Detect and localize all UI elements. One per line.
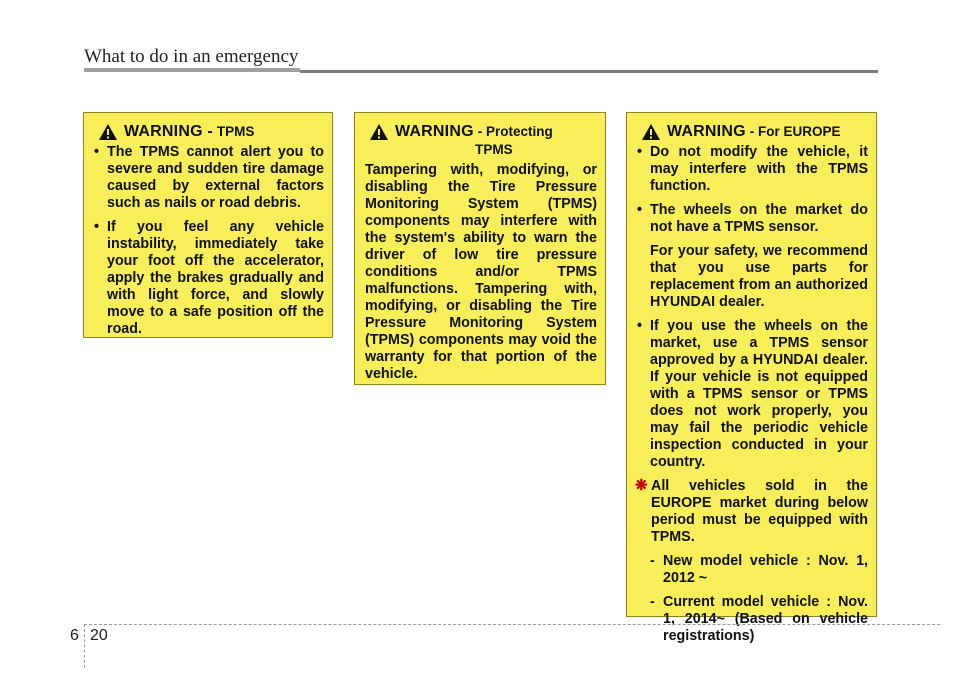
bullet-icon: • — [637, 202, 643, 218]
warning-list — [637, 144, 868, 236]
warning-subject: TPMS — [216, 124, 255, 139]
warning-body: Tampering with, modifying, or disabling the Tire Pressure Monitoring System (TPMS) components may interfere with the system's ability to warn the driver of low tire pressure conditions and/or TPMS malfunctions. Tampering with, modifying, or disabling the Tire Pressure Monitoring System (TPMS) components may void the warranty for that portion of the vehicle. — [365, 162, 597, 382]
header-rule-left — [84, 68, 300, 72]
dash-list-item: - Current model vehicle : Nov. 1, 2014~ (Based on vehicle registrations) — [650, 594, 868, 644]
header-rule — [300, 70, 878, 73]
warning-subject: - For EUROPE — [749, 124, 841, 139]
warning-subject-line2: TPMS — [475, 142, 513, 157]
list-item-followup: For your safety, we recommend that you use parts for replacement from an authorized HYUNDAI dealer. — [650, 243, 868, 310]
bullet-icon: • — [637, 144, 643, 160]
page-number: 20 — [90, 627, 108, 644]
warning-label: WARNING — [395, 123, 474, 140]
warning-heading — [94, 123, 324, 141]
list-item: • Do not modify the vehicle, it may interfere with the TPMS function. — [637, 144, 868, 194]
warning-heading — [637, 123, 868, 141]
warning-subject: - Protecting — [477, 124, 553, 139]
bullet-icon: • — [94, 144, 100, 160]
note-item: ❋ All vehicles sold in the EUROPE market during below period must be equipped with TPMS. — [635, 477, 868, 545]
warning-list-continued — [637, 318, 868, 471]
warning-triangle-icon — [641, 123, 661, 141]
list-item: • The TPMS cannot alert you to severe and sudden tire damage caused by external factors such as nails or road debris. — [94, 144, 324, 211]
dash-list-item: - New model vehicle : Nov. 1, 2012 ~ — [650, 553, 868, 586]
warning-triangle-icon — [98, 123, 118, 141]
warning-triangle-icon — [369, 123, 389, 141]
warning-box-tpms — [83, 112, 333, 338]
bullet-icon: • — [637, 318, 643, 334]
note-asterisk-icon: ❋ — [635, 477, 648, 494]
warning-box-europe — [626, 112, 877, 644]
footer-divider — [84, 624, 85, 668]
bullet-icon: • — [94, 219, 100, 235]
page-header-title: What to do in an emergency — [84, 46, 299, 67]
chapter-number: 6 — [70, 627, 79, 644]
warning-label: WARNING — [667, 123, 746, 140]
list-item: • The wheels on the market do not have a TPMS sensor. — [637, 202, 868, 235]
warning-heading — [365, 123, 597, 159]
warning-label: WARNING - — [124, 123, 213, 140]
warning-box-protecting-tpms — [354, 112, 606, 385]
footer-rule — [84, 624, 940, 625]
warning-list — [94, 144, 324, 338]
list-item: • If you use the wheels on the market, use a TPMS sensor approved by a HYUNDAI dealer. If your vehicle is not equipped with a TPMS sensor or TPMS does not work properly, you may fail the periodic vehicle inspection conducted in your country. — [637, 318, 868, 470]
list-item: • If you feel any vehicle instability, immediately take your foot off the accelerator, apply the brakes gradually and with light force, and slowly move to a safe position off the road. — [94, 219, 324, 337]
